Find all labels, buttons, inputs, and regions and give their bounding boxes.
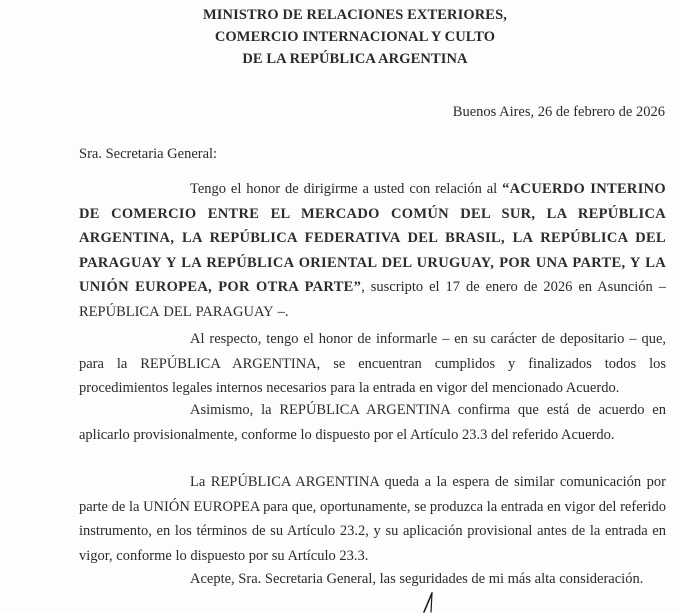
paragraph-awaiting-eu: La REPÚBLICA ARGENTINA queda a la espera de similar comunicación por parte de la UNIÓN EUROPEA para que, oportunamente, se produzca la entrada en vigor del referido instrumento, en los términos de su Artículo 23.2, y su aplicación provisional antes de la entrada en vigor, conforme lo dispuesto por su Artículo 23.3. bbox=[79, 474, 666, 564]
paragraph-provisional: Asimismo, la REPÚBLICA ARGENTINA confirma que está de acuerdo en aplicarlo provisionalmente, conforme lo dispuesto por el Artículo 23.3 del referido Acuerdo. bbox=[79, 402, 666, 443]
salutation: Sra. Secretaria General: bbox=[79, 146, 218, 162]
signature-icon bbox=[419, 592, 439, 613]
letterhead-line-2: COMERCIO INTERNACIONAL Y CULTO bbox=[214, 29, 496, 45]
closing-line: Acepte, Sra. Secretaria General, las seguridades de mi más alta consideración. bbox=[190, 571, 644, 587]
place-date: Buenos Aires, 26 de febrero de 2026 bbox=[452, 104, 665, 120]
paragraph-depositary: Al respecto, tengo el honor de informarle – en su carácter de depositario – que, para la REPÚBLICA ARGENTINA, se encuentran cumplidos y finalizados todos los procedimientos legales internos necesarios para la entrada en vigor del mencionado Acuerdo. bbox=[79, 331, 666, 396]
paragraph-agreement bbox=[79, 177, 666, 324]
letterhead bbox=[0, 4, 680, 70]
letterhead-line-1: MINISTRO DE RELACIONES EXTERIORES, bbox=[203, 7, 507, 23]
letterhead-line-3: DE LA REPÚBLICA ARGENTINA bbox=[242, 51, 468, 67]
paragraph-rest: , suscripto el 17 de enero de 2026 en Asunción – REPÚBLICA DEL PARAGUAY –. bbox=[79, 279, 666, 320]
agreement-title: “ACUERDO INTERINO DE COMERCIO ENTRE EL MERCADO COMÚN DEL SUR, LA REPÚBLICA ARGENTINA, LA REPÚBLICA FEDERATIVA DEL BRASIL, LA REPÚBLICA DEL PARAGUAY Y LA REPÚBLICA ORIENTAL DEL URUGUAY, POR UNA PARTE, Y LA UNIÓN EUROPEA, POR OTRA PARTE” bbox=[79, 181, 666, 295]
paragraph-intro: Tengo el honor de dirigirme a usted con relación al bbox=[190, 181, 503, 197]
